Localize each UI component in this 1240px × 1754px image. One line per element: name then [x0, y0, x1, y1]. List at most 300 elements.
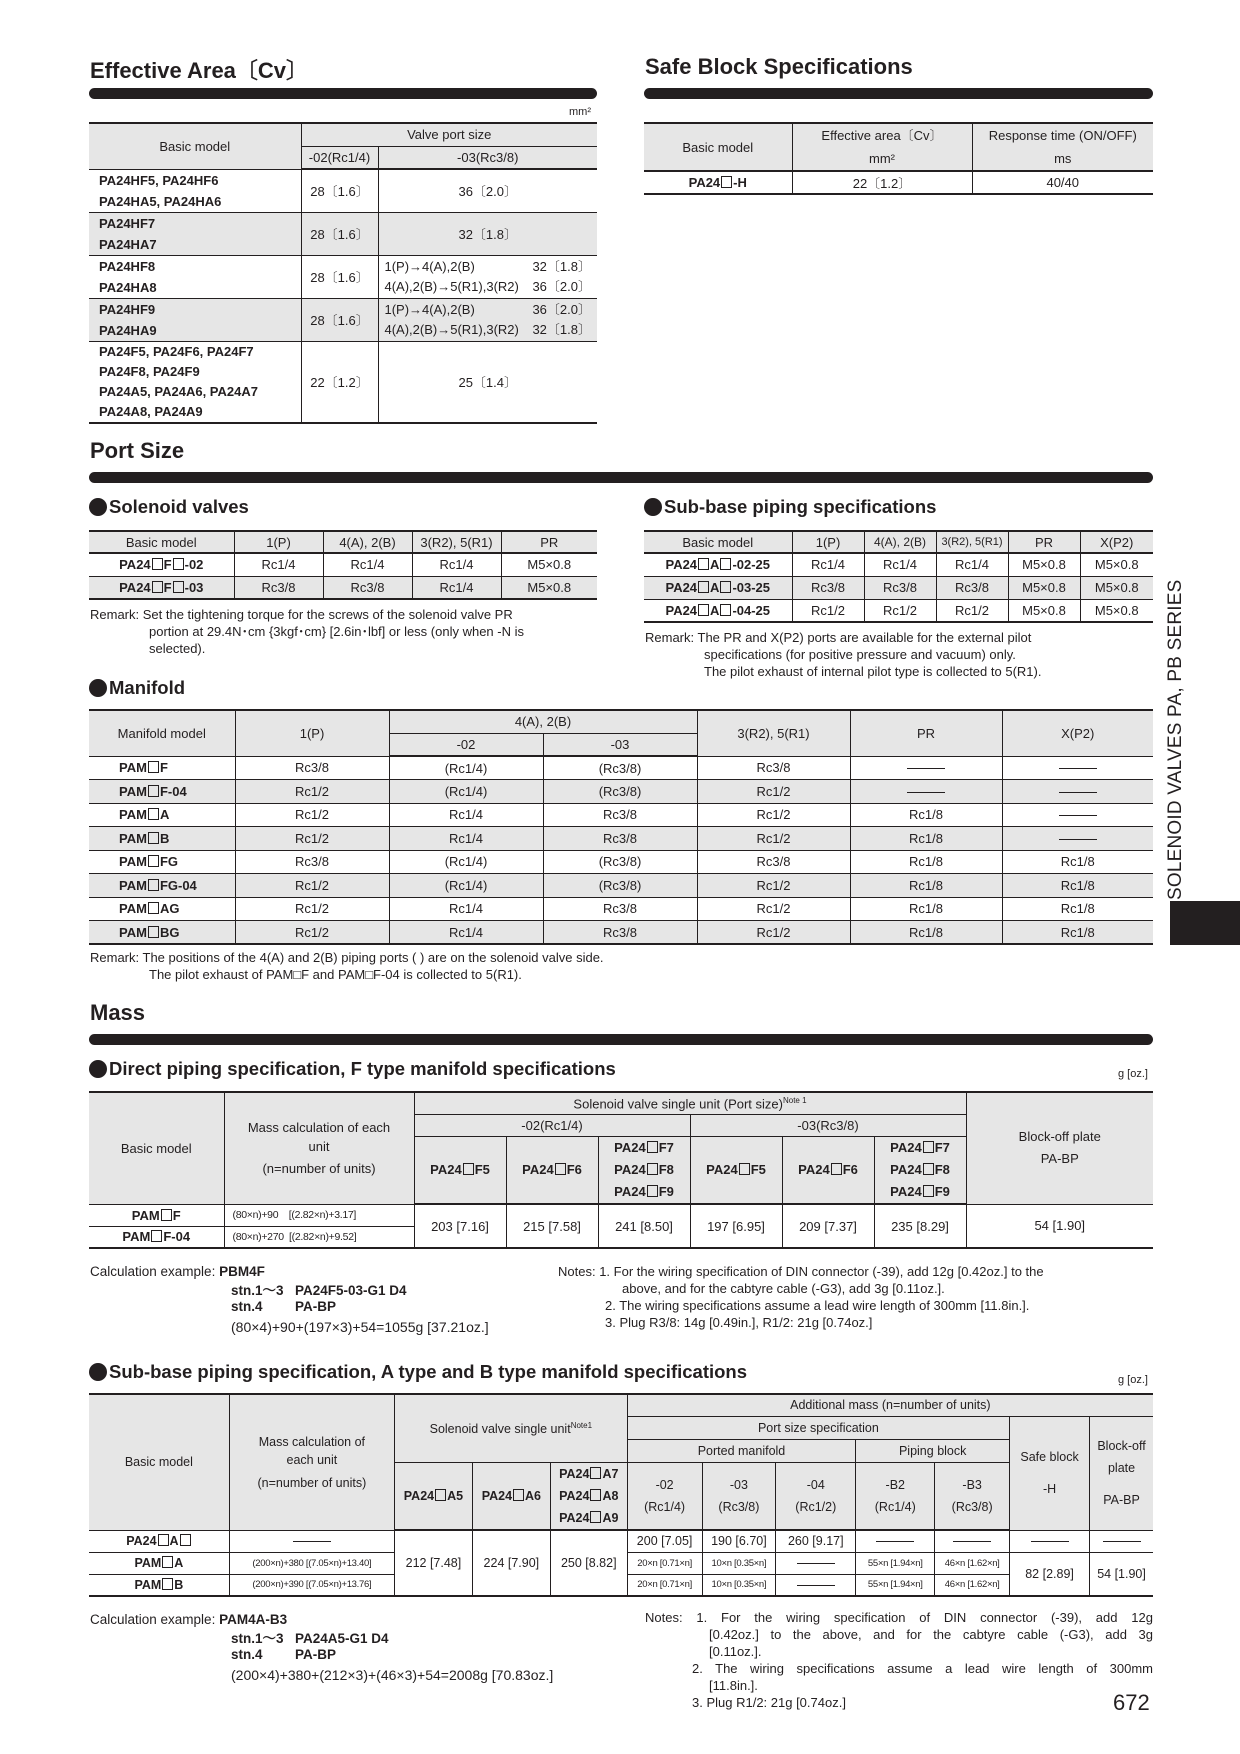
remark-text: The pilot exhaust of PAM□F and PAM□F-04 is collected to 5(R1).	[149, 967, 522, 982]
model-part: -02	[184, 557, 204, 573]
dash-icon	[1103, 1541, 1141, 1542]
calc-station: stn.1～3	[231, 1631, 284, 1646]
placeholder-box-icon	[152, 558, 163, 570]
cell: 46×n [1.62×n]	[935, 1552, 1010, 1574]
remark-label: Remark:	[90, 607, 140, 622]
model-part: F6	[566, 1162, 582, 1178]
placeholder-box-icon	[162, 1556, 173, 1568]
header: 3(R2), 5(R1)	[412, 531, 501, 553]
solenoid-valves-subtitle	[89, 496, 249, 518]
header-blockoff: plate	[1107, 1461, 1136, 1475]
model-part: A	[169, 1534, 179, 1548]
remark-label: Remark:	[90, 950, 140, 965]
safe-block-table	[644, 122, 1153, 195]
cell: Rc1/8	[850, 827, 1002, 851]
section-bar	[89, 1034, 1153, 1045]
model-part: F7	[934, 1139, 950, 1155]
cell: Rc3/8	[543, 827, 697, 851]
remark-label: Remark:	[645, 630, 695, 645]
flow: 4(A),2(B)→5(R1),3(R2)	[384, 321, 519, 337]
model: PA24F5, PA24F6, PA24F7	[99, 343, 254, 359]
header: 4(A), 2(B)	[864, 531, 936, 553]
placeholder-box-icon	[831, 1163, 842, 1175]
model-part: -02-25	[732, 557, 771, 573]
model-part: F	[163, 579, 172, 595]
cell: 55×n [1.94×n]	[856, 1574, 935, 1596]
model: PA24HF9	[99, 301, 156, 317]
header-02: -02(Rc1/4)	[414, 1114, 690, 1136]
model-part: F-04	[163, 1229, 191, 1245]
header-03-size: (Rc3/8)	[718, 1499, 760, 1514]
header: X(P2)	[1080, 531, 1153, 553]
placeholder-box-icon	[151, 1230, 162, 1242]
mass-formula-oz: [(2.82×n)+3.17]	[288, 1209, 357, 1221]
model-part: PA24	[614, 1139, 646, 1155]
cell: Rc1/4	[323, 553, 412, 576]
blockoff-value: 54 [1.90]	[1090, 1552, 1153, 1596]
dash-icon	[907, 768, 945, 769]
model: PA24HA9	[99, 322, 157, 338]
direct-piping-mass-table	[89, 1091, 1153, 1249]
cell: 10×n [0.35×n]	[702, 1552, 776, 1574]
model: PA24HF8	[99, 258, 156, 274]
dash-icon	[1059, 839, 1097, 840]
calc-model: PBM4F	[219, 1264, 265, 1279]
header-04-size: (Rc1/2)	[795, 1499, 837, 1514]
mass-formula: (80×n)+90	[232, 1209, 279, 1221]
header-mass-calc: (n=number of units)	[262, 1161, 376, 1177]
header-3r2-5r1: 3(R2), 5(R1)	[697, 710, 850, 756]
placeholder-box-icon	[162, 1578, 173, 1590]
header-single-unit: Solenoid valve single unit	[429, 1421, 571, 1436]
flow-value: 36〔2.0〕	[532, 278, 591, 294]
side-tab-label: SOLENOID VALVES PA, PB SERIES	[1165, 579, 1186, 900]
cell: Rc3/8	[235, 850, 389, 874]
section-bar	[644, 88, 1153, 99]
header: 1(P)	[792, 531, 864, 553]
cell: 20×n [0.71×n]	[627, 1574, 702, 1596]
subtitle-text: Sub-base piping specifications	[664, 496, 937, 517]
note-text: 3. Plug R1/2: 21g [0.74oz.]	[692, 1695, 846, 1710]
model-part: PAM	[119, 760, 147, 776]
cell: Rc1/2	[235, 803, 389, 827]
cell: Rc1/2	[697, 827, 850, 851]
cell: (Rc1/4)	[389, 874, 543, 898]
dash-icon	[907, 792, 945, 793]
model-part: PA24	[706, 1162, 738, 1178]
cell: Rc1/4	[412, 553, 501, 576]
cell: (Rc1/4)	[389, 780, 543, 804]
placeholder-box-icon	[647, 1185, 658, 1197]
placeholder-box-icon	[148, 855, 159, 867]
solenoid-valves-table	[89, 530, 597, 600]
model-part: F8	[934, 1161, 950, 1177]
header: 3(R2), 5(R1)	[936, 531, 1008, 553]
header-02-size: (Rc1/4)	[644, 1499, 686, 1514]
cell: Rc1/8	[850, 874, 1002, 898]
cell: Rc1/8	[1002, 921, 1153, 945]
model-part: PAM	[119, 807, 147, 823]
value: 197 [6.95]	[690, 1204, 782, 1248]
cell: Rc3/8	[543, 921, 697, 945]
note-text: [11.8in.].	[709, 1678, 758, 1693]
model-part: PAM	[131, 1207, 160, 1223]
model-part: A	[710, 602, 720, 618]
header-port-size-spec: Port size specification	[627, 1416, 1009, 1439]
cell: Rc1/2	[697, 874, 850, 898]
cell: Rc1/2	[697, 897, 850, 921]
model-part: B	[159, 830, 170, 846]
model-part: PA24	[890, 1161, 922, 1177]
model-part: PA24	[559, 1488, 590, 1503]
model: PA24HA7	[99, 236, 157, 252]
value-02: 22〔1.2〕	[301, 341, 378, 423]
model-part: -04-25	[732, 602, 771, 618]
header: 4(A), 2(B)	[323, 531, 412, 553]
cell: Rc1/2	[697, 780, 850, 804]
safe-block-value: 82 [2.89]	[1010, 1552, 1090, 1596]
cell	[850, 756, 1002, 780]
header-piping-block: Piping block	[856, 1439, 1010, 1462]
model: PA24F8, PA24F9	[99, 363, 200, 379]
value: 203 [7.16]	[414, 1204, 506, 1248]
header-mass-calc: Mass calculation of each	[247, 1120, 391, 1136]
cell: (Rc3/8)	[543, 780, 697, 804]
dash-icon	[797, 1585, 835, 1586]
subbase-piping-table	[644, 530, 1153, 623]
header-response-unit: ms	[1054, 151, 1072, 166]
model-part: A9	[602, 1510, 619, 1525]
calc-label: Calculation example:	[90, 1264, 216, 1279]
header-04: -04	[806, 1477, 825, 1492]
cell: Rc1/2	[235, 874, 389, 898]
bullet-icon	[89, 679, 107, 697]
model-part: PA24	[559, 1466, 590, 1481]
direct-notes	[558, 1263, 1118, 1331]
subtitle-text: Direct piping specification, F type manifold specifications	[109, 1058, 616, 1079]
header-1p: 1(P)	[235, 710, 389, 756]
model-part: PA24	[119, 579, 151, 595]
page-number: 672	[1113, 1690, 1150, 1715]
header-b3-size: (Rc3/8)	[951, 1499, 993, 1514]
model-part: PA24	[403, 1488, 435, 1503]
placeholder-box-icon	[721, 176, 732, 188]
model-part: PA24	[559, 1510, 590, 1525]
cell: M5×0.8	[1008, 576, 1080, 599]
note-text: [0.42oz.] to the above, and for the cabtyre cable (-G3), add 3g	[709, 1627, 1153, 1642]
subtitle-text: Solenoid valves	[109, 496, 249, 517]
model-part: PAM	[122, 1229, 151, 1245]
header-response: Response time (ON/OFF)	[988, 128, 1137, 143]
cell: Rc1/4	[864, 553, 936, 576]
header-blockoff: PA-BP	[1103, 1493, 1140, 1507]
dash-icon	[1059, 815, 1097, 816]
header-02: -02	[655, 1477, 674, 1492]
dash-icon	[953, 1541, 991, 1542]
cell: Rc3/8	[697, 756, 850, 780]
table-row	[89, 756, 1153, 780]
note-text: 3. Plug R3/8: 14g [0.49in.], R1/2: 21g [0.74oz.]	[605, 1315, 873, 1330]
placeholder-box-icon	[173, 581, 184, 593]
remark-text: selected).	[149, 641, 206, 656]
value-02: 28〔1.6〕	[301, 298, 378, 341]
cell: 20×n [0.71×n]	[627, 1552, 702, 1574]
cell: (Rc3/8)	[543, 756, 697, 780]
model-part: PA24	[890, 1183, 922, 1199]
direct-calc-example	[90, 1262, 489, 1337]
model-part: F9	[934, 1183, 950, 1199]
cell: M5×0.8	[1080, 553, 1153, 576]
placeholder-box-icon	[513, 1489, 524, 1501]
model-part: A6	[525, 1488, 542, 1503]
subtitle-text: Sub-base piping specification, A type and B type manifold specifications	[109, 1361, 748, 1382]
model-part: F5	[474, 1162, 490, 1178]
placeholder-box-icon	[590, 1511, 601, 1523]
model-suffix: -H	[733, 175, 747, 190]
cell: Rc1/2	[235, 921, 389, 945]
header-xp2: X(P2)	[1002, 710, 1153, 756]
dash-icon	[293, 1541, 331, 1542]
cell: Rc1/8	[1002, 874, 1153, 898]
cell: Rc1/2	[235, 780, 389, 804]
model-part: PA24	[890, 1139, 922, 1155]
remark-text: The pilot exhaust of internal pilot type is collected to 5(R1).	[704, 664, 1042, 679]
flow: 1(P)→4(A),2(B)	[384, 301, 475, 317]
header-basic-model: Basic model	[644, 123, 792, 171]
cell: Rc3/8	[936, 576, 1008, 599]
placeholder-box-icon	[152, 581, 163, 593]
cell: 46×n [1.62×n]	[935, 1574, 1010, 1596]
mass-formula: (80×n)+270	[232, 1230, 284, 1243]
direct-piping-subtitle	[89, 1058, 616, 1080]
model-part: PAM	[119, 901, 147, 917]
cell	[1002, 827, 1153, 851]
cell: Rc3/8	[234, 576, 323, 599]
model-part: A8	[602, 1488, 619, 1503]
cell: M5×0.8	[1008, 553, 1080, 576]
subtitle-text: Manifold	[109, 677, 186, 698]
header-4a2b: 4(A), 2(B)	[389, 710, 697, 733]
remark-text: The positions of the 4(A) and 2(B) piping ports ( ) are on the solenoid valve side.	[142, 950, 604, 965]
header-b2-size: (Rc1/4)	[874, 1499, 916, 1514]
header-blockoff: PA-BP	[1040, 1151, 1079, 1167]
table-row	[89, 576, 597, 599]
safe-block-title: Safe Block Specifications	[645, 54, 913, 79]
header: PR	[501, 531, 597, 553]
cell: (Rc1/4)	[389, 850, 543, 874]
effective-area-title: Effective Area〔Cv〕	[90, 58, 309, 83]
cell	[1002, 756, 1153, 780]
subbase-remark	[645, 629, 1145, 680]
cell: Rc1/2	[235, 827, 389, 851]
placeholder-box-icon	[148, 926, 159, 938]
header: PR	[1008, 531, 1080, 553]
cell: M5×0.8	[501, 553, 597, 576]
remark-text: The PR and X(P2) ports are available for the external pilot	[697, 630, 1032, 645]
model-part: F6	[842, 1162, 858, 1178]
cell: Rc1/8	[850, 803, 1002, 827]
table-row	[89, 553, 597, 576]
value: 235 [8.29]	[874, 1204, 966, 1248]
cell: Rc3/8	[235, 756, 389, 780]
model-part: F7	[658, 1139, 674, 1155]
table-row	[89, 341, 597, 423]
header-effective-area: Effective area〔Cv〕	[821, 128, 943, 143]
manifold-table	[89, 709, 1153, 945]
calc-formula: (80×4)+90+(197×3)+54=1055g [37.21oz.]	[231, 1319, 489, 1335]
cell: 55×n [1.94×n]	[856, 1552, 935, 1574]
cell: 190 [6.70]	[702, 1530, 776, 1552]
table-row	[644, 171, 1153, 194]
model-prefix: PA24	[688, 175, 721, 190]
placeholder-box-icon	[148, 879, 159, 891]
dash-icon	[1059, 768, 1097, 769]
value-02: 28〔1.6〕	[301, 255, 378, 298]
model-part: F9	[658, 1183, 674, 1199]
subbase-calc-example	[90, 1610, 553, 1685]
value-02: 28〔1.6〕	[301, 212, 378, 255]
placeholder-box-icon	[173, 558, 184, 570]
subbase-mass-table	[89, 1393, 1153, 1597]
effective-area-value: 22〔1.2〕	[792, 171, 972, 194]
header-single-unit: Solenoid valve single unit (Port size)	[573, 1095, 783, 1111]
cell: Rc1/4	[234, 553, 323, 576]
model-part: PA24	[614, 1183, 646, 1199]
table-row	[644, 553, 1153, 576]
manifold-remark	[90, 949, 790, 983]
model-part: F	[163, 557, 172, 573]
cell: Rc1/2	[697, 803, 850, 827]
cell: Rc1/8	[850, 921, 1002, 945]
value: 241 [8.50]	[598, 1204, 690, 1248]
model-part: PAM	[119, 783, 147, 799]
value: 209 [7.37]	[782, 1204, 874, 1248]
cell: M5×0.8	[1080, 576, 1153, 599]
note-text: 1. For the wiring specification of DIN connector (-39), add 12g [0.42oz.] to the	[599, 1264, 1044, 1279]
cell: Rc1/4	[412, 576, 501, 599]
model-part: A	[710, 557, 720, 573]
cell: Rc1/2	[936, 599, 1008, 622]
cell: Rc1/8	[1002, 897, 1153, 921]
cell: Rc1/8	[850, 897, 1002, 921]
placeholder-box-icon	[180, 1534, 191, 1546]
placeholder-box-icon	[739, 1163, 750, 1175]
header-manifold-model: Manifold model	[89, 710, 235, 756]
value: 54 [1.90]	[966, 1204, 1153, 1248]
model-part: A	[159, 807, 170, 823]
placeholder-box-icon	[647, 1163, 658, 1175]
solenoid-remark	[90, 606, 602, 657]
value-03: 25〔1.4〕	[378, 341, 597, 423]
table-row	[89, 780, 1153, 804]
cell: M5×0.8	[501, 576, 597, 599]
note-text: 2. The wiring specifications assume a lead wire length of 300mm [11.8in.].	[605, 1298, 1030, 1313]
model-part: A	[174, 1556, 184, 1570]
calc-label: Calculation example:	[90, 1612, 216, 1627]
header-mass-calc: unit	[308, 1139, 330, 1155]
dash-icon	[876, 1541, 914, 1542]
header: Basic model	[89, 531, 234, 553]
cell: Rc1/8	[1002, 850, 1153, 874]
model-part: PA24	[665, 602, 698, 618]
placeholder-box-icon	[590, 1489, 601, 1501]
cell: 10×n [0.35×n]	[702, 1574, 776, 1596]
model-part: F5	[750, 1162, 766, 1178]
placeholder-box-icon	[720, 604, 731, 616]
value: 215 [7.58]	[506, 1204, 598, 1248]
model-part: PAM	[119, 877, 147, 893]
value: 224 [7.90]	[472, 1530, 550, 1596]
dash-icon	[1059, 792, 1097, 793]
model-part: B	[174, 1577, 184, 1592]
placeholder-box-icon	[923, 1163, 934, 1175]
model: PA24HF5, PA24HF6	[99, 172, 219, 188]
dash-icon	[1031, 1541, 1069, 1542]
note-text: 1. For the wiring specification of DIN connector (-39), add 12g	[696, 1610, 1153, 1625]
cell: Rc1/2	[235, 897, 389, 921]
table-row	[89, 255, 597, 298]
model-part: PA24	[481, 1488, 513, 1503]
model-part: F	[159, 760, 168, 776]
table-row	[89, 827, 1153, 851]
flow: 4(A),2(B)→5(R1),3(R2)	[384, 278, 519, 294]
subbase-unit: g [oz.]	[1118, 1374, 1148, 1386]
table-row	[89, 850, 1153, 874]
table-row	[644, 599, 1153, 622]
header-safe-block: -H	[1042, 1482, 1057, 1496]
table-row	[89, 1204, 1153, 1226]
subbase-notes	[645, 1609, 1153, 1711]
placeholder-box-icon	[698, 604, 709, 616]
mass-formula-oz: [(2.82×n)+9.52]	[289, 1230, 357, 1243]
table-row	[89, 803, 1153, 827]
cell: M5×0.8	[1008, 599, 1080, 622]
bullet-icon	[89, 1060, 107, 1078]
cell: Rc3/8	[543, 897, 697, 921]
header-blockoff: Block-off	[1097, 1439, 1146, 1453]
calc-station-value: PA-BP	[295, 1299, 337, 1314]
notes-label: Notes:	[558, 1264, 596, 1279]
cell: 200 [7.05]	[627, 1530, 702, 1552]
model-part: PA24	[665, 580, 698, 595]
model-part: A7	[602, 1466, 619, 1481]
note-text: [0.11oz.].	[709, 1644, 762, 1659]
header-safe-block: Safe block	[1020, 1450, 1079, 1464]
bullet-icon	[89, 498, 107, 516]
flow: 1(P)→4(A),2(B)	[384, 258, 475, 274]
header-03: -03(Rc3/8)	[378, 146, 597, 169]
mass-formula: (200×n)+390 [(7.05×n)+13.76]	[229, 1574, 394, 1596]
value-02: 28〔1.6〕	[301, 169, 378, 212]
value-03: 36〔2.0〕	[378, 169, 597, 212]
effective-area-table	[89, 122, 597, 424]
model-part: -03-25	[732, 580, 771, 595]
cell: 260 [9.17]	[776, 1530, 856, 1552]
placeholder-box-icon	[698, 581, 709, 593]
model-part: FG	[159, 854, 178, 870]
header-basic-model: Basic model	[89, 1394, 229, 1530]
placeholder-box-icon	[148, 808, 159, 820]
header-additional-mass: Additional mass (n=number of units)	[627, 1394, 1153, 1416]
subbase-mass-subtitle	[89, 1361, 747, 1383]
response-value: 40/40	[972, 171, 1153, 194]
cell: Rc1/4	[389, 897, 543, 921]
placeholder-box-icon	[590, 1467, 601, 1479]
placeholder-box-icon	[148, 785, 159, 797]
cell: Rc1/8	[850, 850, 1002, 874]
note-text: 2. The wiring specifications assume a lead wire length of 300mm	[692, 1661, 1153, 1676]
bullet-icon	[644, 498, 662, 516]
